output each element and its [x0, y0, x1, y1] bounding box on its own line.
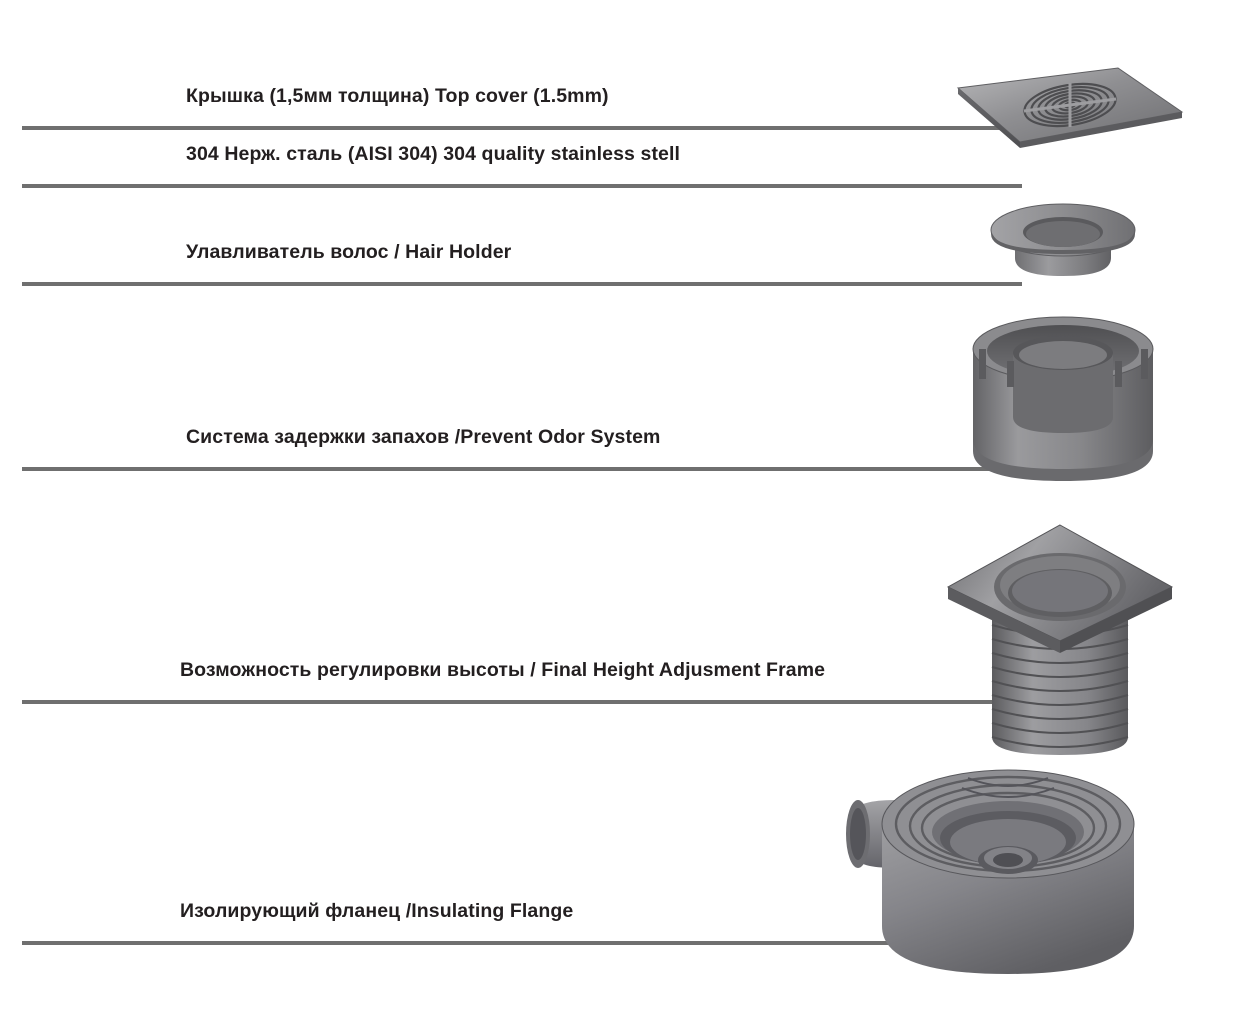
callout-rule-prevent-odor-system	[22, 467, 1022, 471]
callout-rule-hair-holder	[22, 282, 1022, 286]
callout-label-stainless-steel: 304 Нерж. сталь (AISI 304) 304 quality stainless stell	[186, 143, 681, 165]
callout-label-prevent-odor-system: Система задержки запахов /Prevent Odor System	[186, 426, 661, 448]
callout-label-hair-holder: Улавливатель волос / Hair Holder	[186, 241, 512, 263]
square-grate-cover-image	[900, 50, 1200, 170]
callout-rule-height-adjustment-frame	[22, 700, 1022, 704]
odor-trap-cylinder-image	[955, 305, 1175, 505]
callout-label-height-adjustment-frame: Возможность регулировки высоты / Final Height Adjusment Frame	[180, 659, 826, 681]
insulating-flange-body-image	[840, 760, 1170, 1010]
height-adjustment-frame-image	[930, 505, 1190, 775]
callout-label-top-cover: Крышка (1,5мм толщина) Top cover (1.5mm)	[186, 85, 609, 107]
hair-holder-ring-image	[975, 198, 1155, 298]
callout-rule-top-cover	[22, 126, 1022, 130]
callout-label-insulating-flange: Изолирующий фланец /Insulating Flange	[180, 900, 574, 922]
callout-rule-stainless-steel	[22, 184, 1022, 188]
